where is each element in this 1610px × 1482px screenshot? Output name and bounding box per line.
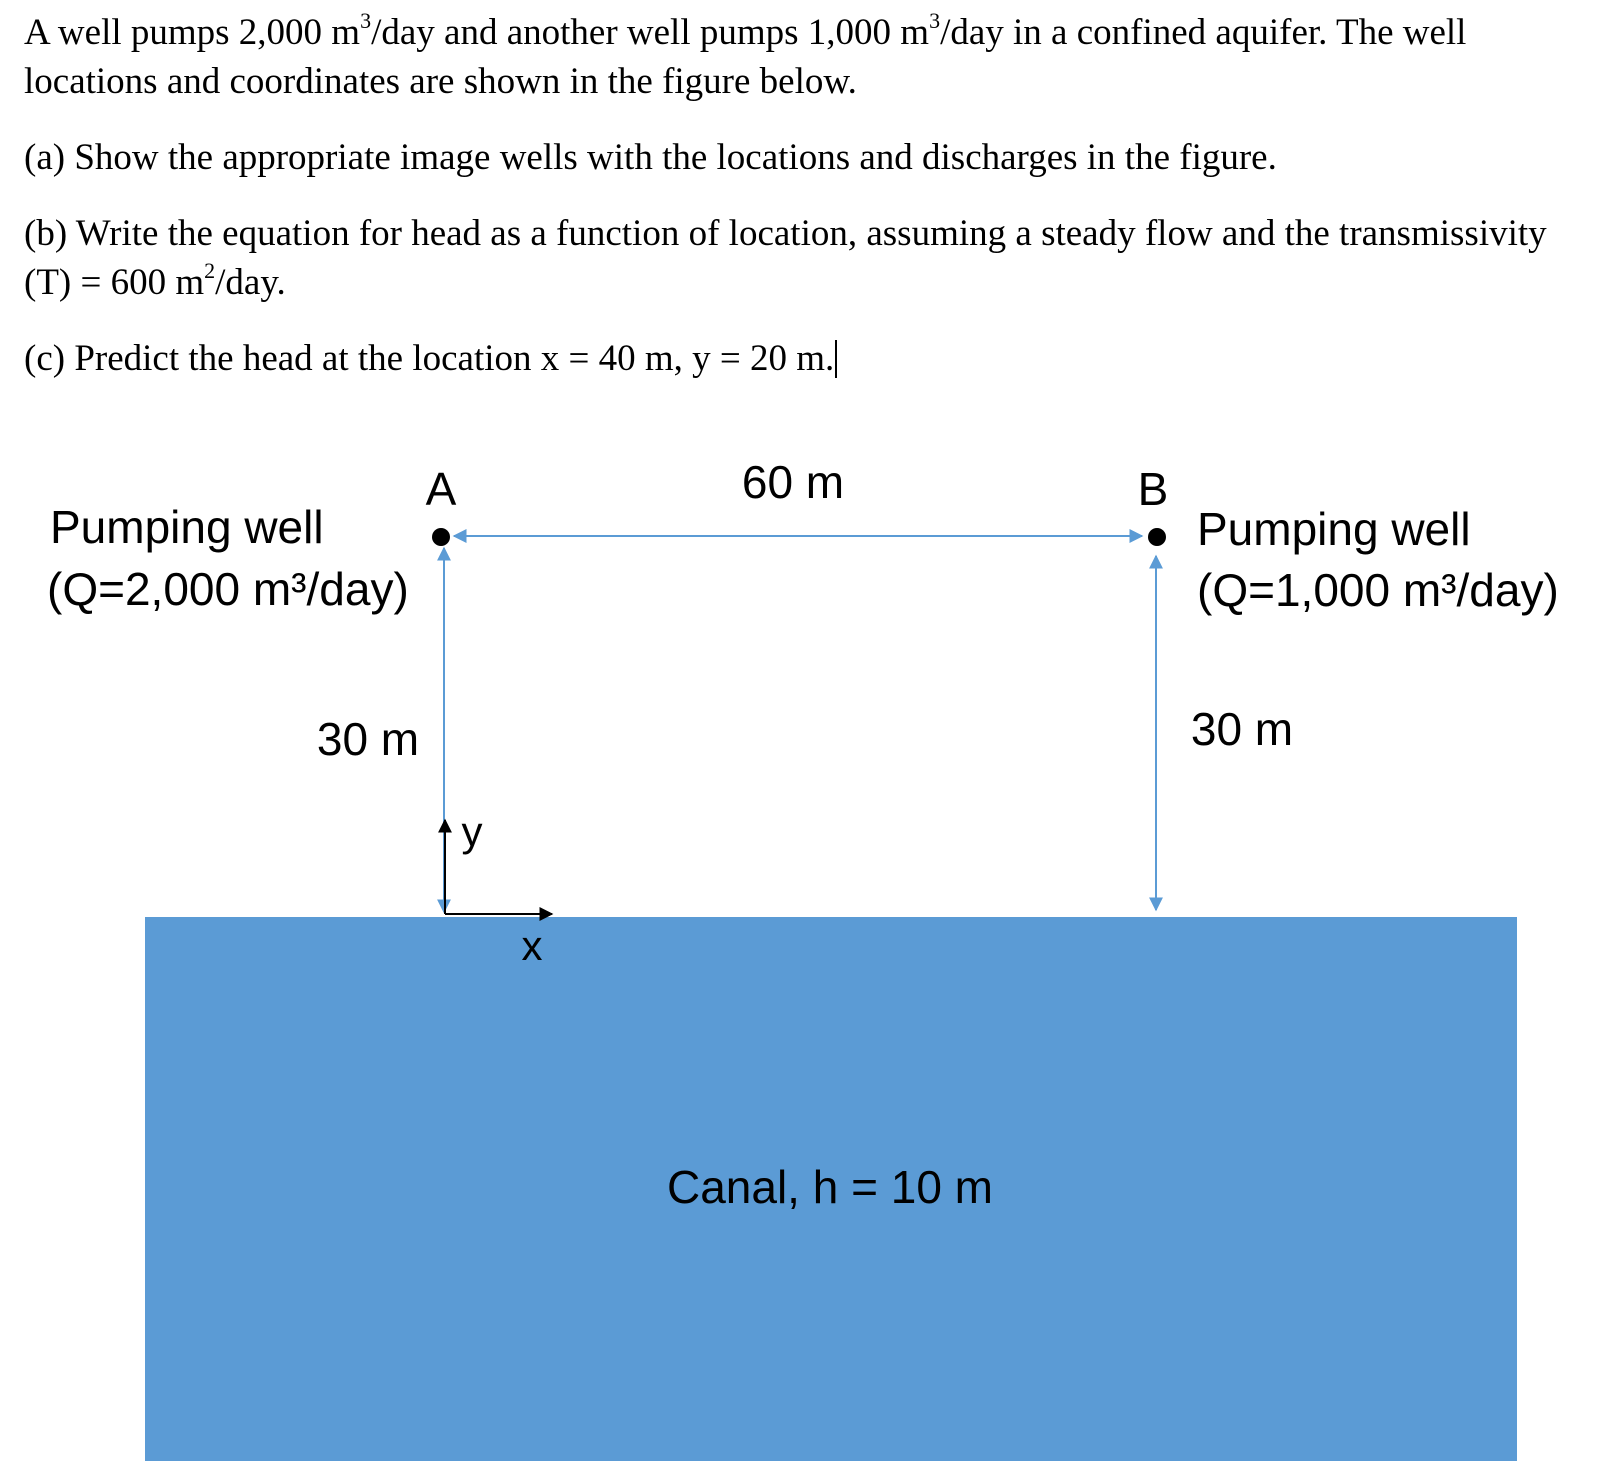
well-b-marker (1148, 528, 1166, 546)
distance-b-canal-label: 30 m (1190, 703, 1294, 755)
x-axis-label: x (521, 922, 543, 969)
superscript-3: 3 (929, 8, 941, 33)
y-axis-label: y (461, 808, 483, 855)
intro-text-3: /day in a confined aquifer. The well locations and coordinates are shown in the figure below. (24, 12, 1467, 102)
part-c-text: (c) Predict the head at the location x = 40 m, y = 20 m. (24, 338, 835, 379)
distance-a-canal-label: 30 m (316, 713, 420, 765)
superscript-2: 2 (204, 258, 216, 283)
well-b-letter: B (1137, 463, 1169, 515)
well-b-label-line2: (Q=1,000 m³/day) (1197, 564, 1559, 616)
superscript-3: 3 (360, 8, 372, 33)
part-a: (a) Show the appropriate image wells with the locations and discharges in the figure. (24, 137, 1277, 178)
well-b-label-line1: Pumping well (1197, 503, 1471, 555)
distance-ab-label: 60 m (741, 456, 845, 508)
well-a-marker (432, 528, 450, 546)
part-b-text-2: /day. (215, 262, 286, 303)
intro-text-2: /day and another well pumps 1,000 m (371, 12, 930, 53)
intro-text-1: A well pumps 2,000 m (24, 12, 361, 53)
part-b-text-1: (b) Write the equation for head as a function of location, assuming a steady flow and the transmissivity (T) = 600 m (24, 213, 1547, 303)
well-a-letter: A (425, 463, 457, 515)
canal-label: Canal, h = 10 m (666, 1161, 994, 1213)
well-a-label-line1: Pumping well (50, 501, 324, 553)
well-a-label-line2: (Q=2,000 m³/day) (47, 563, 409, 615)
